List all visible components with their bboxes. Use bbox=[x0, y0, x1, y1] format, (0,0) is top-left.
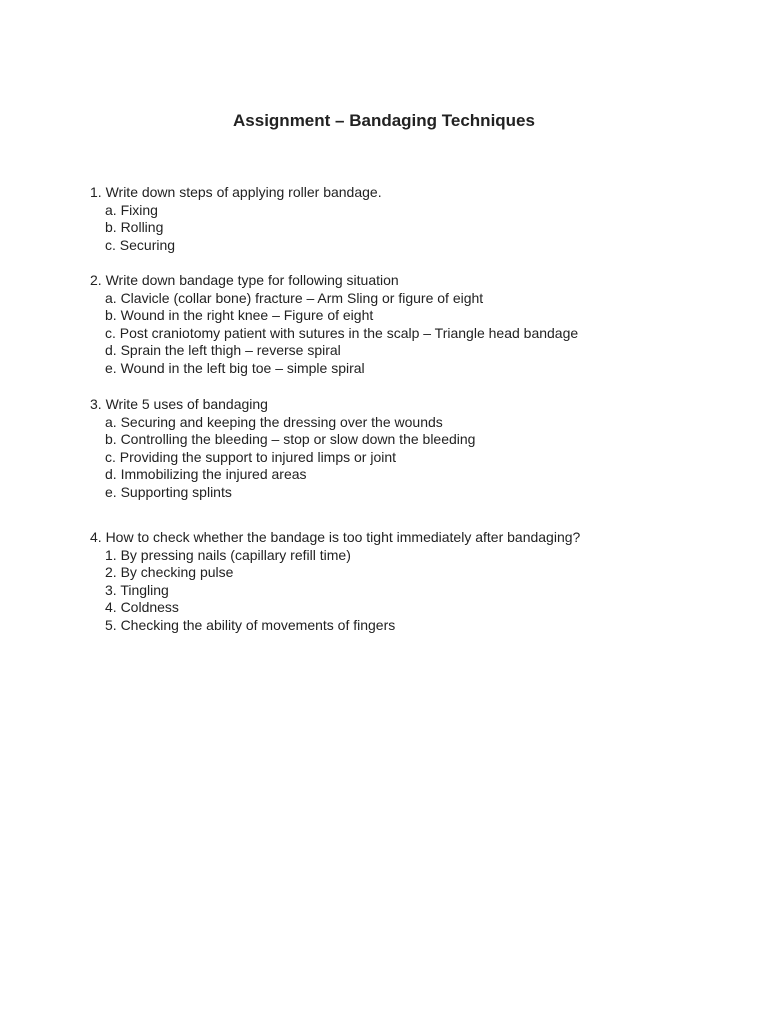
question-block bbox=[90, 272, 730, 378]
question-block bbox=[90, 529, 730, 635]
question-text: 3. Write 5 uses of bandaging bbox=[90, 396, 268, 412]
answer-item: b. Wound in the right knee – Figure of eight bbox=[105, 307, 374, 324]
answer-item: d. Immobilizing the injured areas bbox=[105, 466, 307, 483]
answer-item: 5. Checking the ability of movements of fingers bbox=[105, 616, 396, 633]
answer-item: c. Post craniotomy patient with sutures in the scalp – Triangle head bandage bbox=[105, 324, 579, 341]
answer-item: a. Clavicle (collar bone) fracture – Arm Sling or figure of eight bbox=[105, 289, 484, 306]
answer-item: e. Supporting splints bbox=[105, 483, 232, 500]
question-block bbox=[90, 396, 730, 502]
question-text: 1. Write down steps of applying roller bandage. bbox=[90, 184, 382, 200]
answer-item: e. Wound in the left big toe – simple spiral bbox=[105, 359, 365, 376]
answer-item: b. Controlling the bleeding – stop or slow down the bleeding bbox=[105, 431, 476, 448]
answer-item: a. Securing and keeping the dressing over the wounds bbox=[105, 413, 443, 430]
answer-item: 1. By pressing nails (capillary refill time) bbox=[105, 546, 351, 563]
question-text: 4. How to check whether the bandage is too tight immediately after bandaging? bbox=[90, 529, 581, 545]
answer-item: 4. Coldness bbox=[105, 599, 179, 616]
answer-item: b. Rolling bbox=[105, 219, 164, 236]
question-block bbox=[90, 184, 730, 254]
answer-item: 3. Tingling bbox=[105, 581, 169, 598]
answer-item: c. Providing the support to injured limps or joint bbox=[105, 448, 397, 465]
answer-item: c. Securing bbox=[105, 236, 176, 253]
answer-item: a. Fixing bbox=[105, 201, 158, 218]
answer-item: 2. By checking pulse bbox=[105, 564, 234, 581]
question-text: 2. Write down bandage type for following situation bbox=[90, 272, 399, 288]
answer-item: d. Sprain the left thigh – reverse spiral bbox=[105, 342, 341, 359]
page-title: Assignment – Bandaging Techniques bbox=[233, 111, 535, 130]
